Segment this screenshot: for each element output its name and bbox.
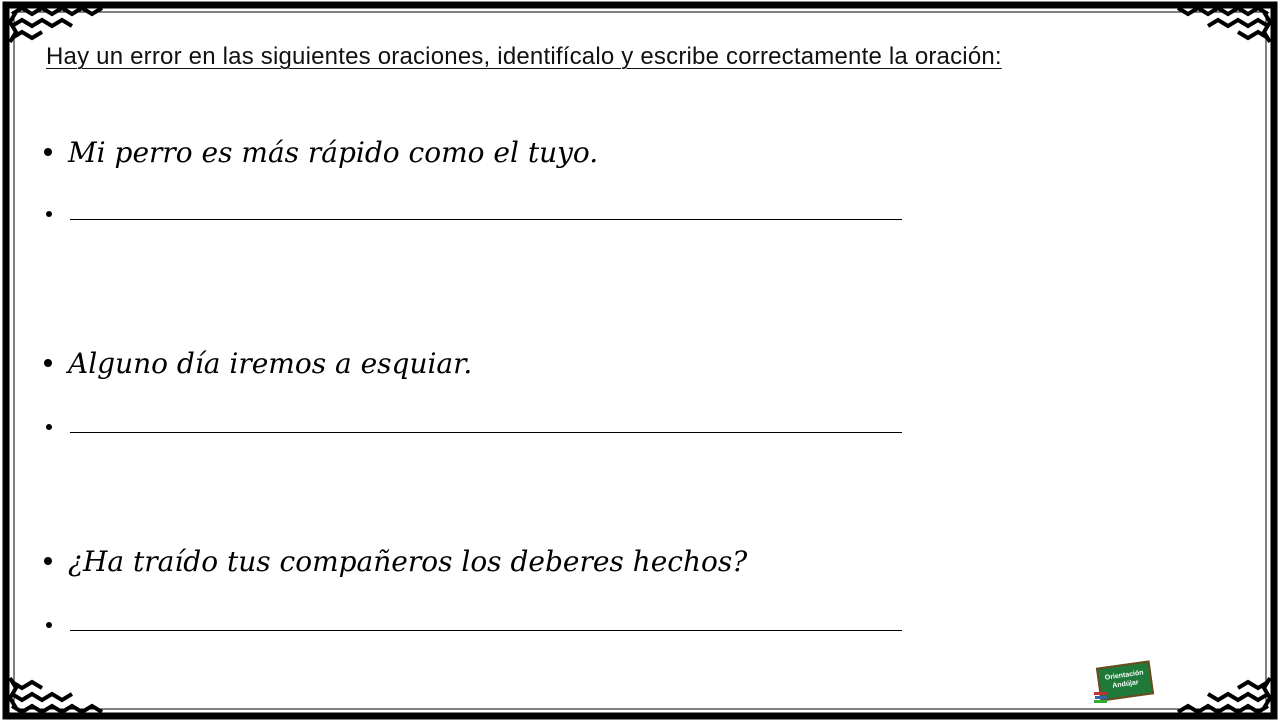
exercise-item-3 xyxy=(44,541,747,581)
bullet-icon xyxy=(46,211,52,217)
bullet-icon xyxy=(44,557,52,565)
answer-line-3[interactable] xyxy=(70,630,902,631)
exercise-item-2 xyxy=(44,343,472,383)
logo-text-line1: Orientación xyxy=(1104,669,1144,682)
exercise-item-1 xyxy=(44,132,598,172)
corner-ornament-top-left xyxy=(10,8,102,42)
orientacion-andujar-logo xyxy=(1098,664,1152,704)
exercise-sentence-3: ¿Ha traído tus compañeros los deberes hechos? xyxy=(68,544,748,578)
corner-ornament-bottom-right xyxy=(1178,678,1270,712)
exercise-sentence-1: Mi perro es más rápido como el tuyo. xyxy=(68,135,599,169)
bullet-icon xyxy=(46,622,52,628)
corner-ornament-top-right xyxy=(1178,8,1270,42)
corner-ornament-bottom-left xyxy=(10,678,102,712)
answer-line-1[interactable] xyxy=(70,219,902,220)
instructions-heading: Hay un error en las siguientes oraciones, identifícalo y escribe correctamente la oración: xyxy=(46,43,1002,70)
bullet-icon xyxy=(46,424,52,430)
bullet-icon xyxy=(44,148,52,156)
bullet-icon xyxy=(44,359,52,367)
logo-text-line2: Andújar xyxy=(1111,679,1140,690)
books-icon xyxy=(1094,690,1108,704)
exercise-sentence-2: Alguno día iremos a esquiar. xyxy=(68,346,473,380)
answer-line-2[interactable] xyxy=(70,432,902,433)
